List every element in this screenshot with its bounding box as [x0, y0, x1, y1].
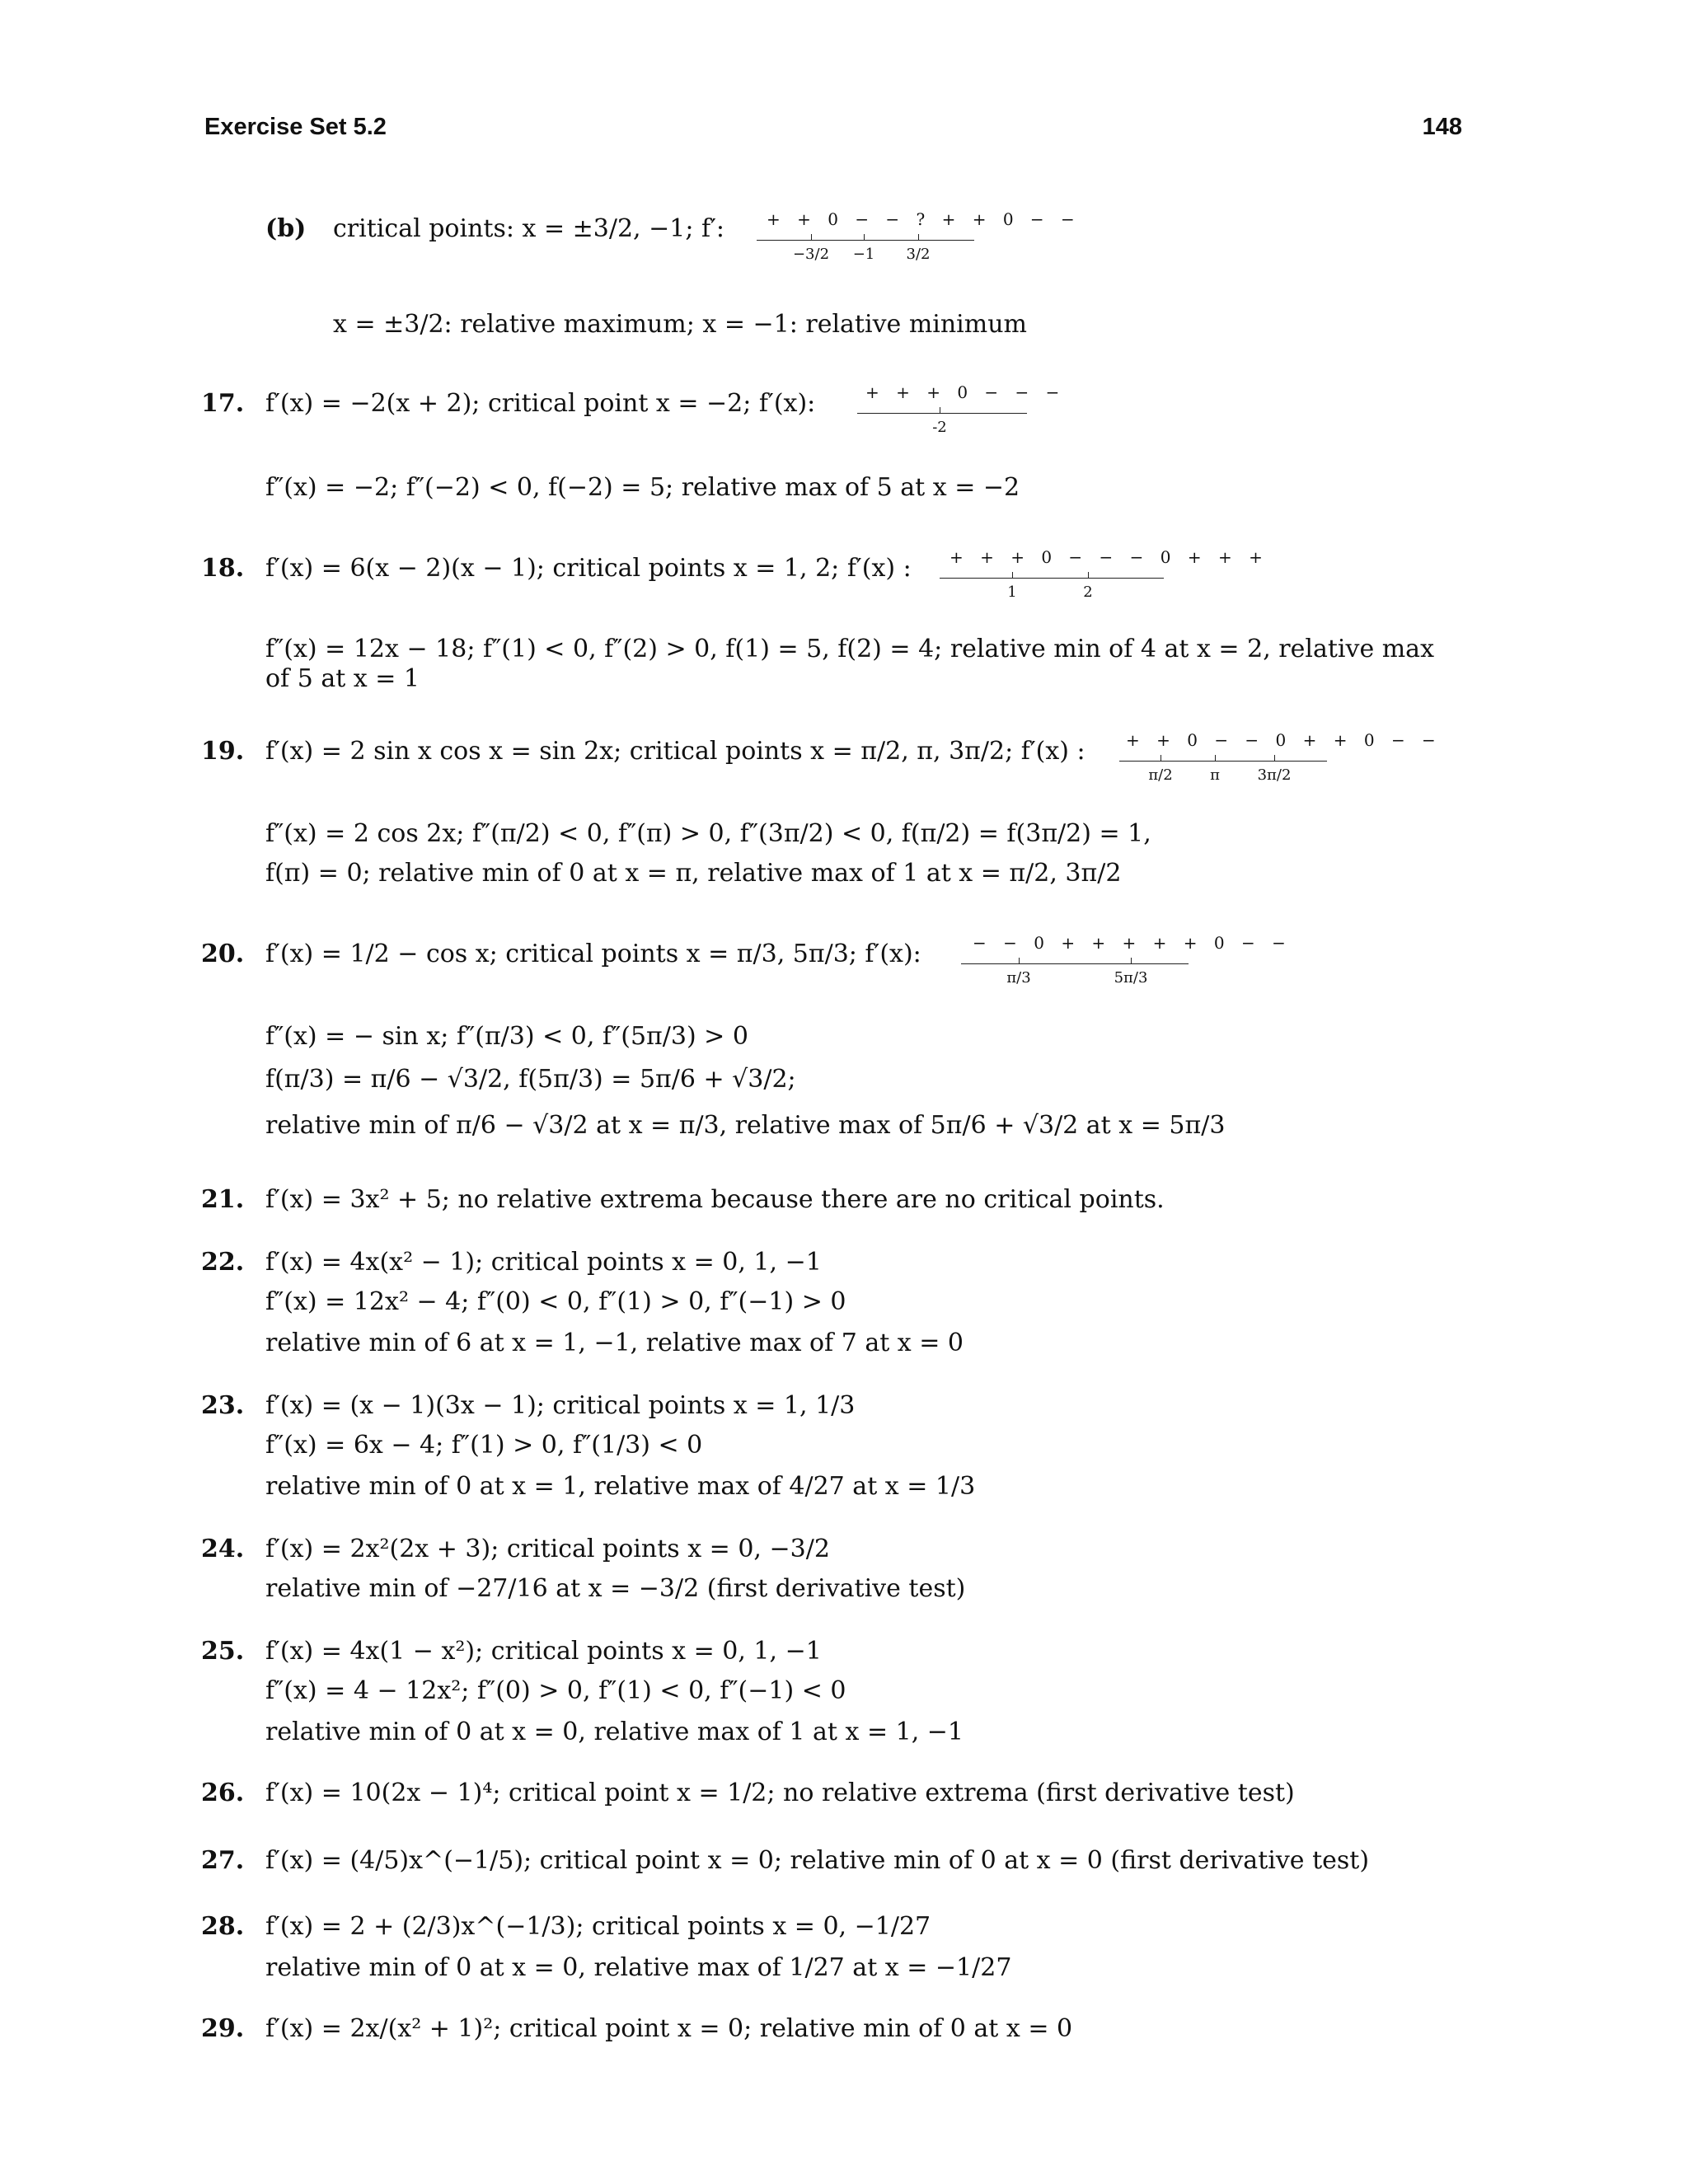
tick-label: π	[1210, 766, 1220, 784]
tick-label: 2	[1083, 583, 1093, 601]
item-17-line-2: f″(x) = −2; f″(−2) < 0, f(−2) = 5; relative max of 5 at x = −2	[265, 473, 1020, 502]
item-22-line-3: relative min of 6 at x = 1, −1, relative max of 7 at x = 0	[265, 1329, 964, 1357]
tick-mark	[1215, 755, 1216, 761]
tick-mark	[1012, 572, 1013, 578]
number-line	[961, 963, 1189, 964]
item-number-24: 24.	[201, 1535, 245, 1563]
number-line	[757, 240, 974, 241]
item-number-29: 29.	[201, 2014, 245, 2043]
item-19-line-1: f′(x) = 2 sin x cos x = sin 2x; critical points x = π/2, π, 3π/2; f′(x) :	[265, 737, 1085, 766]
sign-chart-19	[1119, 730, 1442, 796]
sign-chart-signs: + + + 0 − − − 0 + + +	[950, 547, 1268, 567]
item-number-19: 19.	[201, 737, 245, 766]
item-number-18: 18.	[201, 554, 245, 583]
item-21-line-1: f′(x) = 3x² + 5; no relative extrema because there are no critical points.	[265, 1185, 1165, 1214]
tick-mark	[864, 234, 865, 240]
item-20-line-2: f″(x) = − sin x; f″(π/3) < 0, f″(5π/3) > 0	[265, 1022, 748, 1051]
tick-label: 5π/3	[1114, 969, 1148, 987]
sign-chart-18	[940, 547, 1268, 613]
item-22-line-2: f″(x) = 12x² − 4; f″(0) < 0, f″(1) > 0, f″(−1) > 0	[265, 1287, 846, 1316]
item-19-line-3: f(π) = 0; relative min of 0 at x = π, relative max of 1 at x = π/2, 3π/2	[265, 859, 1122, 888]
tick-label: −3/2	[792, 246, 830, 263]
item-25-line-1: f′(x) = 4x(1 − x²); critical points x = 0, 1, −1	[265, 1637, 822, 1666]
tick-label: π/2	[1148, 766, 1173, 784]
item-number-20: 20.	[201, 940, 245, 968]
item-22-line-1: f′(x) = 4x(x² − 1); critical points x = 0, 1, −1	[265, 1248, 822, 1277]
tick-mark	[1160, 755, 1161, 761]
item-number-22: 22.	[201, 1248, 245, 1277]
tick-mark	[918, 234, 919, 240]
tick-label: −1	[852, 246, 875, 263]
tick-mark	[1088, 572, 1089, 578]
item-17-line-1: f′(x) = −2(x + 2); critical point x = −2; f′(x):	[265, 389, 816, 418]
sign-chart-signs: − − 0 + + + + + 0 − −	[973, 933, 1292, 953]
section-title: Exercise Set 5.2	[204, 114, 387, 140]
tick-label: -2	[932, 419, 947, 436]
item-number-26: 26.	[201, 1779, 245, 1807]
sign-chart-signs: + + + 0 − − −	[865, 382, 1066, 402]
item-24-line-1: f′(x) = 2x²(2x + 3); critical points x = 0, −3/2	[265, 1535, 830, 1563]
tick-mark	[1131, 958, 1132, 963]
item-18-line-2: f″(x) = 12x − 18; f″(1) < 0, f″(2) > 0, f(1) = 5, f(2) = 4; relative min of 4 at x = 2, relative max	[265, 635, 1434, 663]
tick-mark	[1274, 755, 1275, 761]
sign-chart-signs: + + 0 − − 0 + + 0 − −	[1126, 730, 1442, 750]
sign-chart-20	[961, 933, 1292, 999]
page-header	[0, 114, 1688, 147]
item-29-line-1: f′(x) = 2x/(x² + 1)²; critical point x = 0; relative min of 0 at x = 0	[265, 2014, 1073, 2043]
item-28-line-1: f′(x) = 2 + (2/3)x^(−1/3); critical points x = 0, −1/27	[265, 1912, 931, 1941]
tick-mark	[811, 234, 812, 240]
item-number-23: 23.	[201, 1391, 245, 1420]
tick-label: 1	[1007, 583, 1017, 601]
tick-label: π/3	[1006, 969, 1031, 987]
item-19-line-2: f″(x) = 2 cos 2x; f″(π/2) < 0, f″(π) > 0, f″(3π/2) < 0, f(π/2) = f(3π/2) = 1,	[265, 819, 1151, 848]
page-number: 148	[1422, 114, 1462, 140]
item-number-28: 28.	[201, 1912, 245, 1941]
tick-mark	[1019, 958, 1020, 963]
item-b-line-2: x = ±3/2: relative maximum; x = −1: relative minimum	[333, 310, 1027, 339]
number-line	[857, 413, 1027, 414]
item-27-line-1: f′(x) = (4/5)x^(−1/5); critical point x = 0; relative min of 0 at x = 0 (first derivative test)	[265, 1846, 1370, 1875]
item-number-27: 27.	[201, 1846, 245, 1875]
item-20-line-3: f(π/3) = π/6 − √3/2, f(5π/3) = 5π/6 + √3/2;	[265, 1065, 796, 1094]
item-b-line-1: critical points: x = ±3/2, −1; f′:	[333, 214, 724, 243]
item-23-line-2: f″(x) = 6x − 4; f″(1) > 0, f″(1/3) < 0	[265, 1431, 703, 1460]
item-number-25: 25.	[201, 1637, 245, 1666]
item-24-line-2: relative min of −27/16 at x = −3/2 (first derivative test)	[265, 1574, 966, 1603]
tick-label: 3π/2	[1257, 766, 1292, 784]
item-25-line-3: relative min of 0 at x = 0, relative max of 1 at x = 1, −1	[265, 1718, 964, 1746]
item-18-line-1: f′(x) = 6(x − 2)(x − 1); critical points x = 1, 2; f′(x) :	[265, 554, 912, 583]
item-20-line-4: relative min of π/6 − √3/2 at x = π/3, relative max of 5π/6 + √3/2 at x = 5π/3	[265, 1111, 1226, 1140]
item-25-line-2: f″(x) = 4 − 12x²; f″(0) > 0, f″(1) < 0, f″(−1) < 0	[265, 1676, 846, 1705]
item-23-line-1: f′(x) = (x − 1)(3x − 1); critical points x = 1, 1/3	[265, 1391, 856, 1420]
sign-chart-b	[757, 209, 1081, 275]
item-28-line-2: relative min of 0 at x = 0, relative max of 1/27 at x = −1/27	[265, 1953, 1012, 1982]
item-number-17: 17.	[201, 389, 245, 418]
item-26-line-1: f′(x) = 10(2x − 1)⁴; critical point x = 1/2; no relative extrema (first derivative test)	[265, 1779, 1295, 1807]
item-number-21: 21.	[201, 1185, 245, 1214]
item-23-line-3: relative min of 0 at x = 1, relative max of 4/27 at x = 1/3	[265, 1472, 976, 1501]
item-18-line-3: of 5 at x = 1	[265, 664, 420, 693]
item-label-b: (b)	[265, 214, 307, 243]
tick-label: 3/2	[906, 246, 931, 263]
number-line	[940, 578, 1164, 579]
sign-chart-17	[857, 382, 1066, 448]
sign-chart-signs: + + 0 − − ? + + 0 − −	[767, 209, 1081, 229]
number-line	[1119, 761, 1327, 762]
item-20-line-1: f′(x) = 1/2 − cos x; critical points x = π/3, 5π/3; f′(x):	[265, 940, 921, 968]
